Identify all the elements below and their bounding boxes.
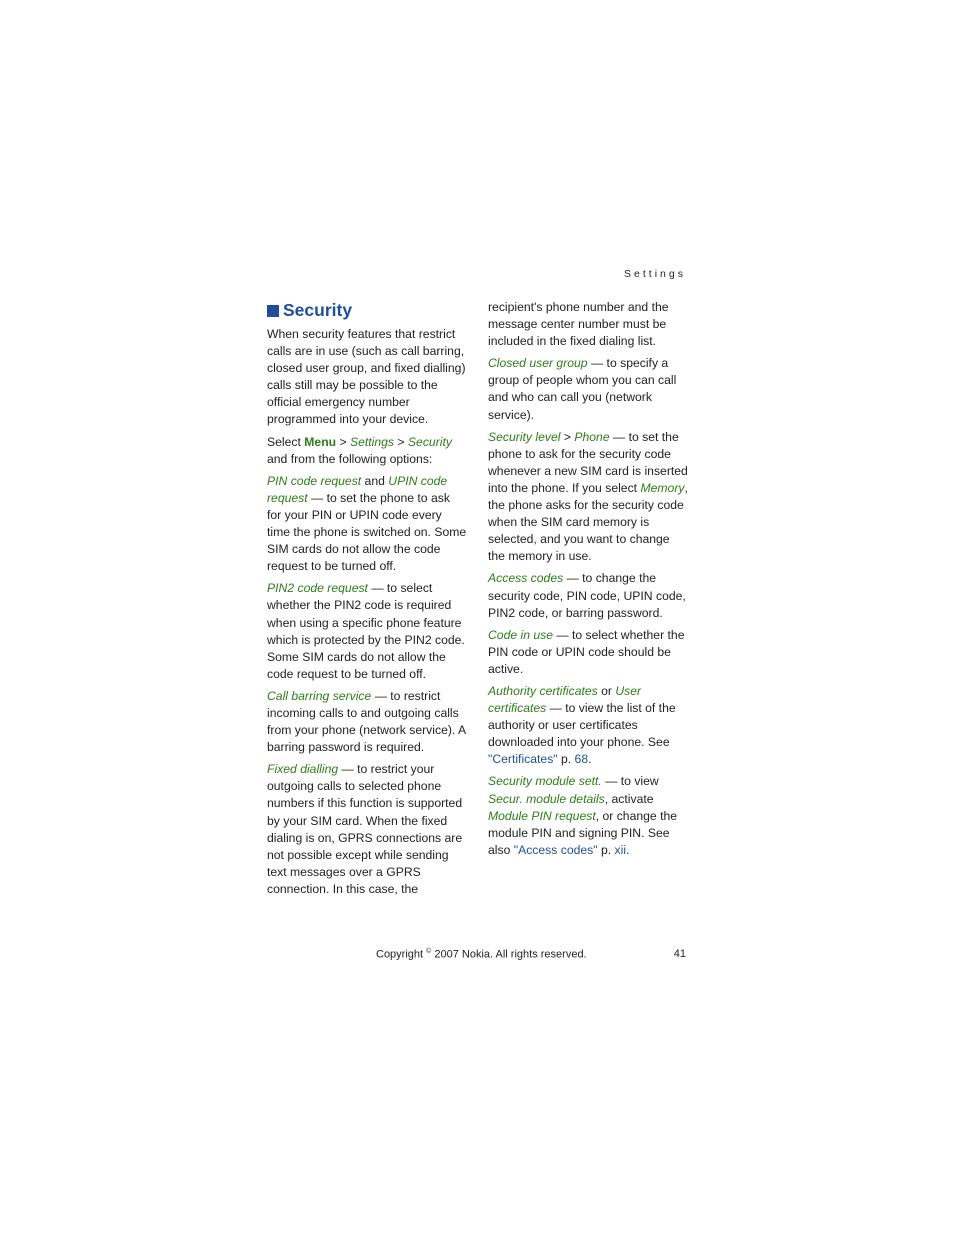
section-heading	[267, 299, 467, 321]
section-title: Security	[283, 300, 353, 320]
access-codes-label: Access codes	[488, 571, 564, 586]
page-number: 41	[673, 948, 686, 960]
security-module-sett-label: Security module sett.	[488, 774, 602, 789]
closed-user-group-option: Closed user group — to specify a group of people whom you can call and who can call you (network service).	[488, 356, 677, 422]
copyright-symbol: ©	[426, 948, 432, 955]
closed-user-group-label: Closed user group	[488, 356, 588, 371]
menu-path-paragraph: Select Menu > Settings > Security and from the following options:	[267, 434, 452, 466]
fixed-dialling-continued: recipient's phone number and the message center number must be included in the fixed dialing list.	[488, 300, 669, 349]
code-in-use-label: Code in use	[488, 627, 554, 642]
fixed-dialling-option: Fixed dialling — to restrict your outgoing calls to selected phone numbers if this function is supported by your SIM card. When the fixed dialing is on, GPRS connections are not possible except while sending text messages over a GPRS connection. In this case, the	[267, 762, 463, 896]
certificates-link[interactable]: "Certificates"	[488, 752, 558, 767]
fixed-dialling-label: Fixed dialling	[267, 762, 339, 777]
code-in-use-option: Code in use — to select whether the PIN code or UPIN code should be active.	[488, 627, 685, 676]
menu-label: Menu	[304, 434, 337, 449]
upin-code-request-label: UPIN code request	[267, 473, 448, 505]
pin2-code-request-label: PIN2 code request	[267, 581, 368, 596]
module-pin-request-label: Module PIN request	[488, 808, 596, 823]
certificates-page-link[interactable]: 68	[574, 752, 589, 767]
user-certificates-label: User certificates	[488, 683, 642, 716]
access-codes-page-link[interactable]: xii	[614, 842, 627, 857]
security-module-option: Security module sett. — to view Secur. module details, activate Module PIN request, or change the module PIN and signing PIN. See also "Access codes" p. xii.	[488, 774, 678, 857]
call-barring-service-label: Call barring service	[267, 688, 372, 703]
secur-module-details-label: Secur. module details	[488, 791, 605, 806]
access-codes-option: Access codes — to change the security code, PIN code, UPIN code, PIN2 code, or barring password.	[488, 571, 686, 620]
pin2-code-option: PIN2 code request — to select whether the PIN2 code is required when using a specific phone feature which is protected by the PIN2 code. Some SIM cards do not allow the code request to be turned off.	[267, 581, 465, 681]
memory-label: Memory	[640, 480, 685, 495]
running-header: Settings	[624, 268, 686, 280]
access-codes-link[interactable]: "Access codes"	[513, 842, 598, 857]
square-bullet-icon	[267, 305, 279, 317]
right-column	[488, 299, 688, 864]
security-level-option: Security level > Phone — to set the phone to ask for the security code whenever a new SIM card is inserted into the phone. If you select Memory, the phone asks for the security code when the SIM card memory is selected, and you want to change the memory in use.	[488, 429, 688, 564]
copyright-notice: Copyright © 2007 Nokia. All rights reserved.	[376, 948, 587, 961]
pin-code-option: PIN code request and UPIN code request — to set the phone to ask for your PIN or UPIN code every time the phone is switched on. Some SIM cards do not allow the code request to be turned off.	[267, 473, 467, 574]
call-barring-option: Call barring service — to restrict incoming calls to and outgoing calls from your phone (network service). A barring password is required.	[267, 688, 466, 755]
settings-label: Settings	[349, 434, 395, 449]
phone-label: Phone	[574, 429, 610, 444]
intro-paragraph: When security features that restrict calls are in use (such as call barring, closed user group, and fixed dialling) calls still may be possible to the official emergency number programmed into your device.	[267, 327, 466, 427]
left-column	[267, 299, 467, 903]
security-label: Security	[407, 434, 452, 449]
certificates-option: Authority certificates or User certificates — to view the list of the authority or user certificates downloaded into your phone. See "Certificates" p. 68.	[488, 683, 676, 767]
security-level-label: Security level	[488, 429, 561, 444]
authority-certificates-label: Authority certificates	[488, 683, 598, 698]
pin-code-request-label: PIN code request	[267, 473, 362, 488]
